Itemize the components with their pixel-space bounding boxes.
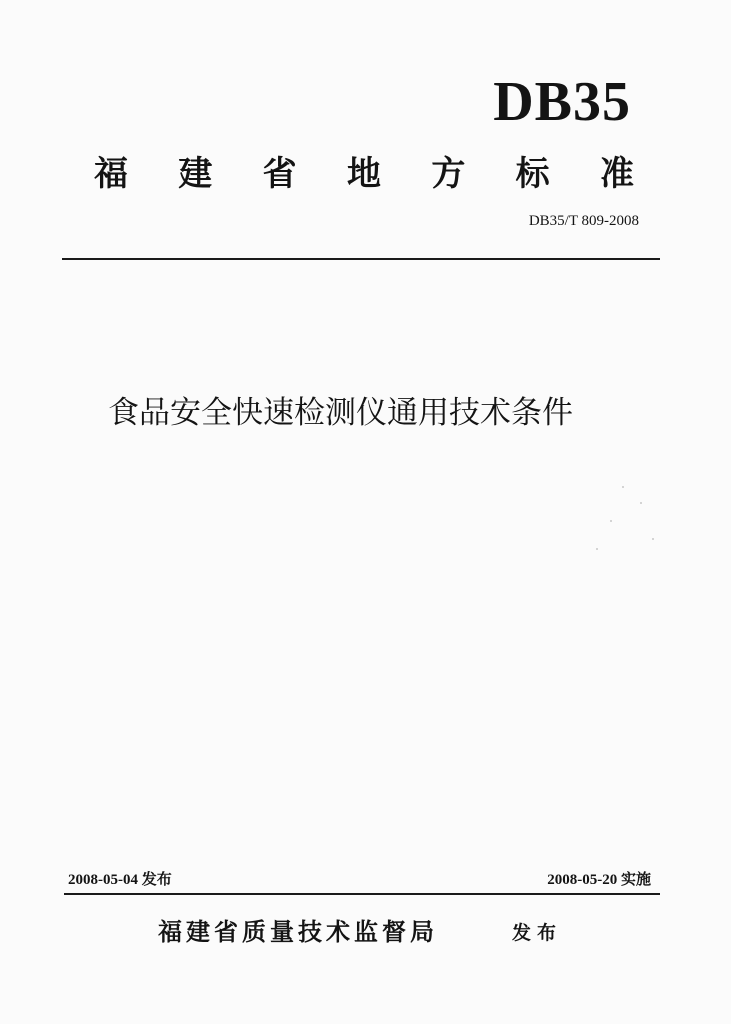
standard-type-heading	[94, 154, 634, 194]
standard-type-char: 方	[431, 154, 466, 194]
scan-speckle	[596, 548, 598, 550]
standard-type-char: 地	[346, 154, 381, 194]
standard-type-char: 标	[515, 154, 550, 194]
standard-type-char: 福	[94, 154, 128, 194]
bottom-divider	[64, 893, 660, 895]
standard-type-char: 省	[262, 154, 297, 194]
scan-speckle	[640, 502, 642, 504]
scan-speckle	[610, 520, 612, 522]
standard-code: DB35	[493, 71, 631, 133]
standard-type-char: 准	[599, 154, 634, 194]
document-title: 食品安全快速检测仪通用技术条件	[108, 395, 573, 431]
standard-type-char: 建	[178, 154, 213, 194]
publish-date: 2008-05-04 发布	[68, 872, 172, 888]
scan-speckle	[622, 486, 624, 488]
effective-date: 2008-05-20 实施	[547, 872, 651, 888]
issuing-authority: 福建省质量技术监督局	[158, 918, 438, 946]
standard-number: DB35/T 809-2008	[528, 213, 639, 229]
issuer-suffix: 发布	[512, 922, 563, 944]
top-divider	[62, 258, 660, 260]
scan-speckle	[652, 538, 654, 540]
